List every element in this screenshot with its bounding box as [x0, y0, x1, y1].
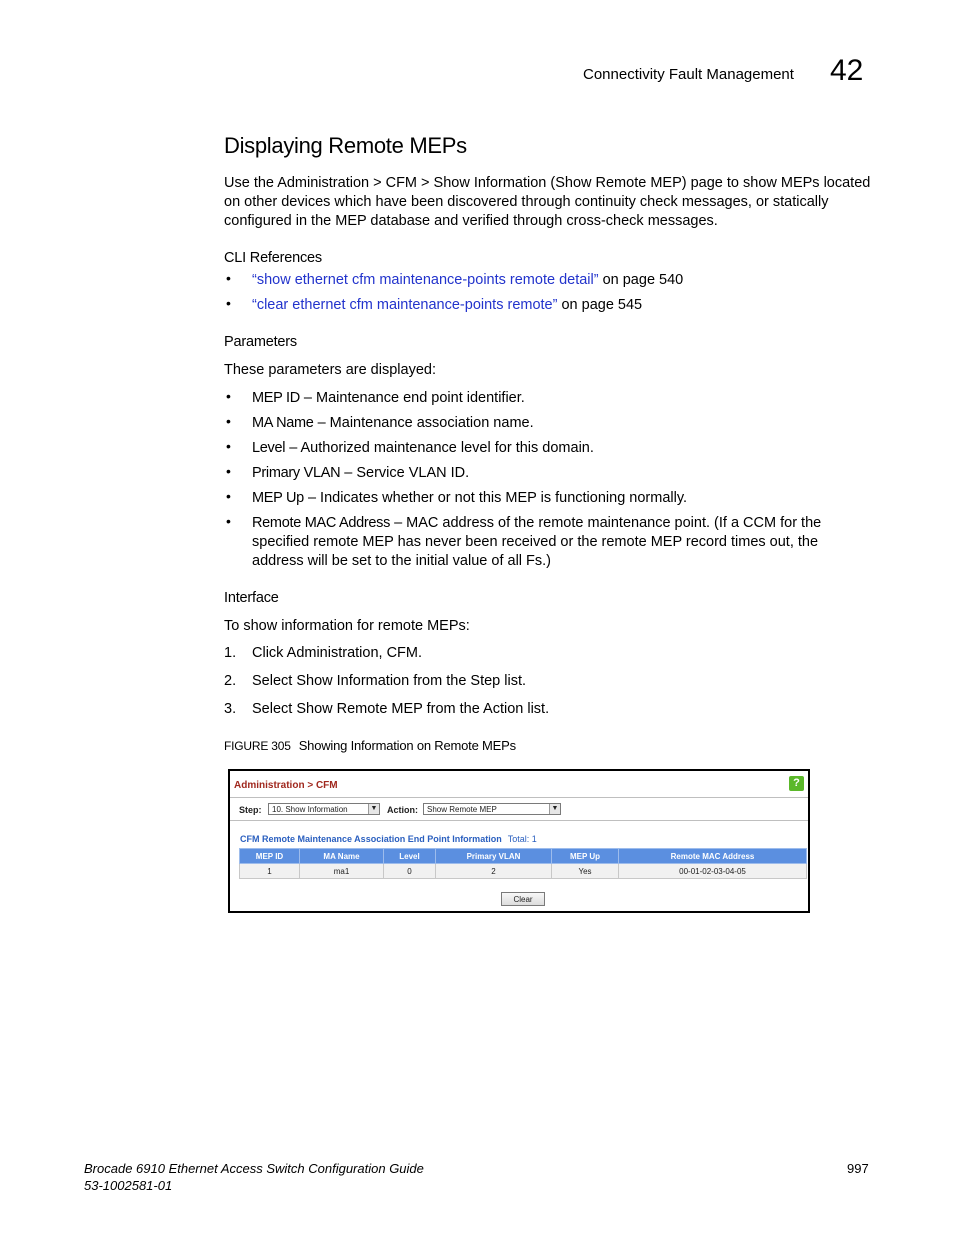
parameter-term: Level [252, 440, 286, 456]
table-title [240, 834, 537, 844]
bullet-icon: • [226, 513, 231, 529]
parameter-term: Remote MAC Address [252, 515, 391, 531]
step-number: 2. [224, 673, 237, 689]
help-icon[interactable]: ? [789, 776, 804, 791]
parameter-term: Primary VLAN [252, 465, 341, 481]
bullet-icon: • [226, 413, 231, 429]
parameter-desc: – Indicates whether or not this MEP is functioning normally. [303, 490, 688, 506]
action-select-value: Show Remote MEP [427, 805, 497, 814]
cell-mep-id: 1 [240, 864, 300, 879]
cell-level: 0 [384, 864, 436, 879]
chevron-down-icon: ▼ [368, 804, 379, 814]
step-text: Select Show Information from the Step list. [252, 673, 527, 689]
page-number: 997 [847, 1161, 869, 1176]
table-header-row [240, 849, 807, 864]
parameter-desc: – Authorized maintenance level for this domain. [285, 440, 594, 456]
breadcrumb[interactable]: Administration > CFM [234, 780, 338, 791]
parameters-heading: Parameters [224, 334, 297, 350]
action-label: Action: [387, 805, 418, 815]
column-header-primary-vlan: Primary VLAN [436, 849, 552, 864]
parameter-item [252, 389, 852, 408]
cli-ref-link[interactable]: “show ethernet cfm maintenance-points remote detail” [252, 272, 599, 288]
column-header-level: Level [384, 849, 436, 864]
step-text: Select Show Remote MEP from the Action list. [252, 701, 550, 717]
table-title-text: CFM Remote Maintenance Association End Point Information [240, 834, 502, 844]
cli-ref-page: on page 540 [598, 272, 684, 288]
cli-heading: CLI References [224, 250, 322, 266]
footer-doc-title: Brocade 6910 Ethernet Access Switch Configuration Guide [84, 1161, 424, 1176]
parameter-term: MEP Up [252, 490, 304, 506]
bullet-icon: • [226, 295, 231, 311]
parameter-desc: – Maintenance end point identifier. [299, 390, 525, 406]
step-number: 1. [224, 645, 237, 661]
cell-mep-up: Yes [552, 864, 619, 879]
divider [230, 797, 808, 798]
section-title: Displaying Remote MEPs [224, 133, 467, 158]
bullet-icon: • [226, 438, 231, 454]
column-header-remote-mac: Remote MAC Address [619, 849, 807, 864]
footer-doc-number: 53-1002581-01 [84, 1178, 173, 1193]
cell-remote-mac: 00-01-02-03-04-05 [619, 864, 807, 879]
figure-title: Showing Information on Remote MEPs [298, 738, 516, 753]
cli-ref-link[interactable]: “clear ethernet cfm maintenance-points remote” [252, 297, 558, 313]
step-select[interactable] [268, 803, 380, 815]
parameter-item [252, 489, 852, 508]
parameter-desc: – Service VLAN ID. [340, 465, 470, 481]
step-number: 3. [224, 701, 237, 717]
parameter-desc: – MAC address of the remote maintenance point. (If a CCM for the specified remote MEP has never been received or the remote MEP record times out, the address will be set to the initial value of all Fs.) [252, 515, 822, 569]
column-header-mep-id: MEP ID [240, 849, 300, 864]
bullet-icon: • [226, 270, 231, 286]
remote-mep-table [239, 848, 807, 879]
bullet-icon: • [226, 388, 231, 404]
parameter-item [252, 439, 852, 458]
parameter-item [252, 514, 842, 571]
column-header-ma-name: MA Name [300, 849, 384, 864]
step-select-value: 10. Show Information [272, 805, 348, 814]
cell-primary-vlan: 2 [436, 864, 552, 879]
parameter-term: MEP ID [252, 390, 300, 406]
divider [230, 820, 808, 821]
bullet-icon: • [226, 488, 231, 504]
table-total: Total: 1 [507, 834, 537, 844]
table-row [240, 864, 807, 879]
intro-paragraph: Use the Administration > CFM > Show Information (Show Remote MEP) page to show MEPs located on other devices which have been discovered through continuity check messages, or statically configured in the MEP database and verified through cross-check messages. [224, 175, 871, 229]
interface-intro: To show information for remote MEPs: [224, 618, 470, 634]
step-label: Step: [239, 805, 262, 815]
cell-ma-name: ma1 [300, 864, 384, 879]
bullet-icon: • [226, 463, 231, 479]
cli-ref-page: on page 545 [557, 297, 643, 313]
figure-caption [224, 738, 516, 753]
cli-ref-item [252, 271, 852, 290]
chevron-down-icon: ▼ [549, 804, 560, 814]
action-select[interactable] [423, 803, 561, 815]
chapter-number: 42 [830, 54, 864, 87]
parameters-intro: These parameters are displayed: [224, 362, 436, 378]
parameter-item [252, 414, 852, 433]
parameter-term: MA Name [252, 415, 314, 431]
step-text: Click Administration, CFM. [252, 645, 423, 661]
figure-label: FIGURE 305 [224, 739, 291, 753]
chapter-title: Connectivity Fault Management [583, 66, 794, 83]
column-header-mep-up: MEP Up [552, 849, 619, 864]
cli-ref-item [252, 296, 852, 315]
interface-heading: Interface [224, 590, 279, 606]
cfm-screen-panel [228, 769, 810, 913]
clear-button[interactable]: Clear [501, 892, 545, 906]
parameter-item [252, 464, 852, 483]
parameter-desc: – Maintenance association name. [313, 415, 534, 431]
